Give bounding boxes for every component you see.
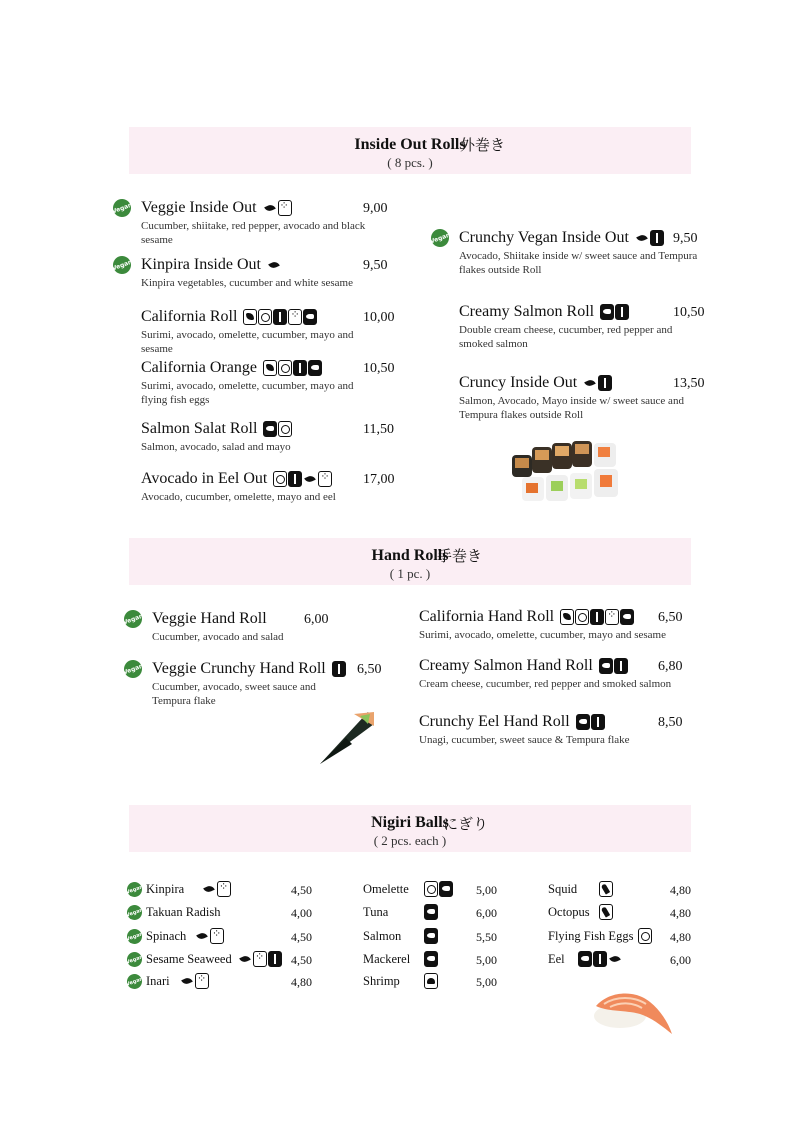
- menu-item-price: 10,00: [363, 310, 395, 325]
- allergen-icons: [332, 661, 346, 677]
- menu-item-label: Veggie Hand Roll: [152, 610, 267, 627]
- menu-item-description: Cucumber, avocado and salad: [152, 631, 284, 643]
- menu-item-price: 6,00: [304, 612, 329, 627]
- menu-item-label: Creamy Salmon Roll: [459, 303, 595, 320]
- vegan-badge-icon: Vegan: [428, 226, 451, 249]
- nigiri-item-price: 4,80: [670, 930, 691, 944]
- menu-item-name: [141, 420, 292, 438]
- allergen-icons: [267, 257, 281, 273]
- vegan-badge-icon: Vegan: [121, 657, 144, 680]
- allergen-icons: [578, 951, 622, 967]
- nigiri-item-name: Tuna: [363, 905, 389, 919]
- nigiri-item-price: 5,00: [476, 953, 497, 967]
- allergen-icons: [263, 421, 292, 437]
- pepper-icon: [263, 200, 277, 216]
- menu-item-name: [141, 256, 281, 274]
- nigiri-item-name: Eel: [548, 952, 565, 966]
- menu-item-description: Kinpira vegetables, cucumber and white sesame: [141, 277, 353, 289]
- allergen-icons: [424, 881, 453, 897]
- wheat-icon: [268, 951, 282, 967]
- wheat-icon: [590, 609, 604, 625]
- hand-roll-photo: [316, 708, 378, 768]
- menu-item-label: California Orange: [141, 359, 257, 376]
- allergen-icons: [424, 951, 438, 967]
- egg-icon: [424, 881, 438, 897]
- menu-item-label: Veggie Crunchy Hand Roll: [152, 660, 326, 677]
- pepper-icon: [608, 951, 622, 967]
- menu-item-description: Surimi, avocado, omelette, cucumber, mayo and flying fish eggs: [141, 380, 354, 406]
- fish-icon: [578, 951, 592, 967]
- allergen-icons: [243, 309, 317, 325]
- nigiri-item-price: 4,80: [670, 883, 691, 897]
- nigiri-item-name: Squid: [548, 882, 578, 896]
- pepper-icon: [267, 257, 281, 273]
- menu-item-name: [152, 660, 346, 678]
- wheat-icon: [332, 661, 346, 677]
- hand-rolls-header: [129, 538, 691, 585]
- menu-item-name: [459, 303, 629, 321]
- menu-item-price: 9,50: [363, 258, 388, 273]
- menu-item-description: Surimi, avocado, omelette, cucumber, mayo and sesame: [419, 629, 666, 641]
- wheat-icon: [615, 304, 629, 320]
- nigiri-item-name: Sesame Seaweed: [146, 952, 232, 966]
- fish-icon: [600, 304, 614, 320]
- pepper-icon: [238, 951, 252, 967]
- allergen-icons: [600, 304, 629, 320]
- nigiri-item-price: 6,00: [476, 906, 497, 920]
- section-subtitle: ( 8 pcs. ): [387, 155, 433, 170]
- menu-item-description: Unagi, cucumber, sweet sauce & Tempura flake: [419, 734, 630, 746]
- menu-item-name: [419, 713, 605, 731]
- egg-icon: [258, 309, 272, 325]
- squid-icon: [599, 881, 613, 897]
- fish-icon: [576, 714, 590, 730]
- vegan-badge-icon: Vegan: [125, 950, 144, 969]
- nigiri-item-name: Mackerel: [363, 952, 411, 966]
- nigiri-item-price: 4,80: [291, 975, 312, 989]
- nigiri-header: [129, 805, 691, 852]
- crab-icon: [560, 609, 574, 625]
- sesame-icon: [278, 200, 292, 216]
- egg-icon: [278, 421, 292, 437]
- nigiri-item-price: 4,50: [291, 930, 312, 944]
- menu-item-name: [419, 657, 628, 675]
- fish-icon: [303, 309, 317, 325]
- fish-icon: [439, 881, 453, 897]
- wheat-icon: [293, 360, 307, 376]
- sesame-icon: [217, 881, 231, 897]
- allergen-icons: [202, 881, 231, 897]
- shrimp-icon: [424, 973, 438, 989]
- menu-item-description: Cucumber, shiitake, red pepper, avocado and black sesame: [141, 220, 366, 246]
- menu-item-price: 9,00: [363, 201, 388, 216]
- menu-item-label: Cruncy Inside Out: [459, 374, 578, 391]
- nigiri-item-name: Octopus: [548, 905, 590, 919]
- allergen-icons: [599, 658, 628, 674]
- menu-item-name: [152, 610, 267, 628]
- allergen-icons: [263, 360, 322, 376]
- wheat-icon: [593, 951, 607, 967]
- allergen-icons: [424, 973, 438, 989]
- sesame-icon: [210, 928, 224, 944]
- allergen-icons: [599, 881, 613, 897]
- menu-item-label: Veggie Inside Out: [141, 199, 257, 216]
- vegan-badge-icon: Vegan: [125, 880, 144, 899]
- pepper-icon: [202, 881, 216, 897]
- nigiri-item-price: 4,80: [670, 906, 691, 920]
- vegan-badge-icon: Vegan: [125, 903, 144, 922]
- wheat-icon: [650, 230, 664, 246]
- menu-item-name: [141, 308, 317, 326]
- pepper-icon: [583, 375, 597, 391]
- allergen-icons: [263, 200, 292, 216]
- wheat-icon: [591, 714, 605, 730]
- wheat-icon: [598, 375, 612, 391]
- nigiri-item-name: Takuan Radish: [146, 905, 221, 919]
- allergen-icons: [424, 928, 438, 944]
- menu-item-label: Crunchy Vegan Inside Out: [459, 229, 629, 246]
- menu-item-label: Avocado in Eel Out: [141, 470, 268, 487]
- egg-icon: [273, 471, 287, 487]
- egg-icon: [638, 928, 652, 944]
- allergen-icons: [599, 904, 613, 920]
- fish-icon: [263, 421, 277, 437]
- allergen-icons: [638, 928, 652, 944]
- pepper-icon: [303, 471, 317, 487]
- nigiri-item-name: Omelette: [363, 882, 409, 896]
- fish-icon: [308, 360, 322, 376]
- vegan-badge-icon: Vegan: [125, 927, 144, 946]
- sesame-icon: [318, 471, 332, 487]
- fish-icon: [424, 928, 438, 944]
- menu-item-description: Cucumber, avocado, sweet sauce and Tempura flake: [152, 681, 316, 707]
- nigiri-item-price: 6,00: [670, 953, 691, 967]
- menu-item-name: [141, 199, 292, 217]
- menu-item-description: Avocado, cucumber, omelette, mayo and eel: [141, 491, 336, 503]
- vegan-badge-icon: Vegan: [125, 972, 144, 991]
- menu-item-description: Salmon, Avocado, Mayo inside w/ sweet sauce and Tempura flakes outside Roll: [459, 395, 684, 421]
- wheat-icon: [273, 309, 287, 325]
- menu-item-price: 6,50: [658, 610, 683, 625]
- menu-item-description: Avocado, Shiitake inside w/ sweet sauce and Tempura flakes outside Roll: [459, 250, 698, 276]
- allergen-icons: [195, 928, 224, 944]
- crab-icon: [263, 360, 277, 376]
- wheat-icon: [614, 658, 628, 674]
- section-title-jp: 外巻き: [460, 138, 506, 154]
- menu-item-price: 9,50: [673, 231, 698, 246]
- section-title: Nigiri Balls: [371, 814, 449, 831]
- fish-icon: [424, 951, 438, 967]
- menu-item-price: 8,50: [658, 715, 683, 730]
- nigiri-item-name: Spinach: [146, 929, 187, 943]
- nigiri-item-price: 5,00: [476, 975, 497, 989]
- nigiri-item-name: Kinpira: [146, 882, 185, 896]
- wheat-icon: [288, 471, 302, 487]
- menu-item-price: 10,50: [363, 361, 395, 376]
- vegan-badge-icon: Vegan: [110, 253, 133, 276]
- nigiri-item-price: 5,50: [476, 930, 497, 944]
- vegan-badge-icon: Vegan: [121, 607, 144, 630]
- menu-item-description: Double cream cheese, cucumber, red pepper and smoked salmon: [459, 324, 673, 350]
- menu-item-label: Salmon Salat Roll: [141, 420, 258, 437]
- menu-item-price: 11,50: [363, 422, 394, 437]
- menu-item-description: Surimi, avocado, omelette, cucumber, mayo and sesame: [141, 329, 354, 355]
- pepper-icon: [180, 973, 194, 989]
- allergen-icons: [424, 904, 438, 920]
- inside-out-header: [129, 127, 691, 174]
- menu-item-name: [419, 608, 634, 626]
- menu-item-description: Cream cheese, cucumber, red pepper and smoked salmon: [419, 678, 672, 690]
- menu-item-name: [141, 359, 322, 377]
- menu-item-price: 6,50: [357, 662, 382, 677]
- allergen-icons: [238, 951, 282, 967]
- allergen-icons: [560, 609, 634, 625]
- allergen-icons: [273, 471, 332, 487]
- menu-item-description: Salmon, avocado, salad and mayo: [141, 441, 291, 453]
- menu-item-name: [459, 229, 664, 247]
- allergen-icons: [576, 714, 605, 730]
- allergen-icons: [180, 973, 209, 989]
- section-subtitle: ( 1 pc. ): [389, 566, 431, 581]
- menu-item-label: Creamy Salmon Hand Roll: [419, 657, 593, 674]
- nigiri-item-price: 4,00: [291, 906, 312, 920]
- section-title-jp: 手巻き: [437, 549, 483, 565]
- menu-item-name: [141, 470, 332, 488]
- nigiri-item-name: Salmon: [363, 929, 402, 943]
- fish-icon: [599, 658, 613, 674]
- vegan-badge-icon: Vegan: [110, 196, 133, 219]
- egg-icon: [575, 609, 589, 625]
- squid-icon: [599, 904, 613, 920]
- menu-item-price: 6,80: [658, 659, 683, 674]
- allergen-icons: [635, 230, 664, 246]
- fish-icon: [620, 609, 634, 625]
- sesame-icon: [253, 951, 267, 967]
- section-subtitle: ( 2 pcs. each ): [373, 833, 447, 848]
- sushi-rolls-photo: [508, 437, 630, 509]
- section-title-jp: にぎり: [443, 817, 489, 833]
- menu-item-name: [459, 374, 612, 392]
- pepper-icon: [635, 230, 649, 246]
- nigiri-item-price: 5,00: [476, 883, 497, 897]
- fish-icon: [424, 904, 438, 920]
- nigiri-item-price: 4,50: [291, 883, 312, 897]
- pepper-icon: [195, 928, 209, 944]
- nigiri-item-name: Inari: [146, 974, 170, 988]
- sesame-icon: [288, 309, 302, 325]
- allergen-icons: [583, 375, 612, 391]
- section-title: Inside Out Rolls: [354, 136, 466, 153]
- crab-icon: [243, 309, 257, 325]
- egg-icon: [278, 360, 292, 376]
- shrimp-nigiri-photo: [590, 982, 676, 1040]
- menu-item-price: 17,00: [363, 472, 395, 487]
- nigiri-item-price: 4,50: [291, 953, 312, 967]
- menu-item-label: California Hand Roll: [419, 608, 555, 625]
- menu-item-price: 10,50: [673, 305, 705, 320]
- sesame-icon: [605, 609, 619, 625]
- menu-item-label: Kinpira Inside Out: [141, 256, 261, 273]
- nigiri-item-name: Flying Fish Eggs: [548, 929, 634, 943]
- menu-item-label: Crunchy Eel Hand Roll: [419, 713, 570, 730]
- section-title: Hand Rolls: [371, 547, 449, 564]
- nigiri-item-name: Shrimp: [363, 974, 400, 988]
- menu-item-label: California Roll: [141, 308, 238, 325]
- sesame-icon: [195, 973, 209, 989]
- menu-item-price: 13,50: [673, 376, 705, 391]
